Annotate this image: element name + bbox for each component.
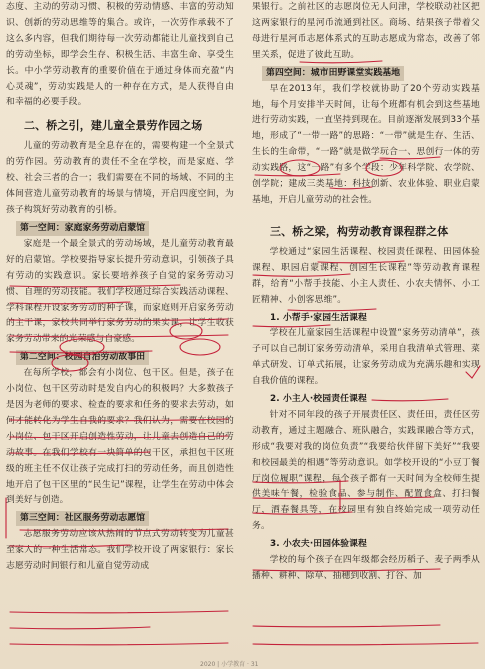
item-1-heading: 1. 小帮手·家园生活课程 <box>270 312 367 323</box>
section-2-paragraph: 儿童的劳动教育是全息存在的，需要构建一个全景式的劳作园。劳动教育的责任不全在学校，而是家庭、学校、社会三者的合一；我们需要在不同的场域、不同的主体间营造儿童劳动教育的场景与情境，开启四度空间，为孩子构筑好劳动教育的引桥。 <box>6 141 234 215</box>
intro-paragraph: 态度、主动的劳动习惯、积极的劳动情感、丰富的劳动知识、创新的劳动思维等的集合。或许，一次劳作承载不了这么多内容，但我们期待每一次劳动都能让儿童找到自己的劳动坐标，即学会生存、积极生活、丰富生命、享受生长。中小学劳动教育的重要价值在于通过身体而充盈“内心灵魂”，劳动实践是人的一种存在方式，是人获得自由和幸福的必要手段。 <box>6 2 234 108</box>
item-1-paragraph: 学校在儿童家园生活课程中设置“家务劳动清单”，孩子可以自己制订家务劳动清单，采用自我清单式管理、菜单式研发、订单式拓展，让家务劳动成为充满乐趣和实现自我价值的课程。 <box>252 328 480 387</box>
section-2-heading: 二、桥之引，建儿童全景劳作园之场 <box>24 119 203 133</box>
space-4-paragraph: 早在2013年，我们学校就协助了20个劳动实践基地，每个月安排半天时间，让每个班都有机会到这些基地进行劳动实践，一直坚持到现在。目前逐渐发展到33个基地，形成了“一带一路”的思路：“一带”就是生存、生活、生长的生命带，“一路”就是做学玩合一、思创行一体的劳动实践路，这“一路”有多个学段：少年科学院、农学院、创学院；建成三类基地：科技创新、农业体验、职业启蒙基地，开启儿童劳动的社会性。 <box>252 83 480 205</box>
item-2-heading: 2. 小主人·校园责任课程 <box>270 394 367 405</box>
space-4-heading: 第四空间：城市田野课堂实践基地 <box>262 66 404 81</box>
left-column <box>6 0 234 575</box>
item-2-paragraph: 针对不同年段的孩子开展责任区、责任田，责任区劳动教育，通过主题融合、班队融合，实践课融合等方式，形成“我要对我的岗位负责”“我要给伙伴留下美好”“我要和校园最美的相遇”等劳动意识。如学校开设的“小豆丁餐厅岗位履职”课程，每个孩子都有一天时间为全校师生提供美味午餐，检验食品、参与制作、配置食盒、打扫餐厅，洒春餐具等，在校园里有独自终始完成一项劳动任务。 <box>252 409 480 532</box>
space-1-paragraph: 家庭是一个最全景式的劳动场域，是儿童劳动教育最好的启蒙馆。学校要指导家长提升劳动意识，引领孩子具有劳动的实践意识。家长要培养孩子自觉的家务劳动习惯、自理的劳动技能。我们学校通过综合实践活动课程、学科课程开设家务劳动的种子课，而家庭则开启家务劳动的主干课，家校共同举行家务劳动的果实课，让学生收获家务劳动带来的光荣感与自豪感。 <box>6 238 234 345</box>
section-3-paragraph: 学校通过“家园生活课程、校园责任课程、田园体验课程、职园启蒙课程、创园生长课程”等劳动教育课程群，给育“小帮手技能、小主人责任、小农夫情怀、小工匠精神、小创客思维”。 <box>252 246 480 305</box>
ink-underline <box>10 627 150 629</box>
space-1-heading: 第一空间：家庭家务劳动启蒙馆 <box>16 221 149 236</box>
space-2-paragraph: 在每所学校，都会有小岗位、包干区。但是，孩子在小岗位、包干区劳动时是发自内心的积极吗？大多数孩子是因为老师的要求、检查的要求和任务的要求去劳动，如何才能转化为学生自我的要求？我们认为，需要在校园的小岗位、包干区开启创造性劳动，让儿童去创造自己的劳动故事。在我们学校有一块简单的包干区，承担包干区班级的班主任不仅让孩子完成打扫的劳动任务，而且创造性地开启了包干区里的“民生记”课程，让学生在劳动中体会到美好与创造。 <box>6 368 234 506</box>
ink-underline <box>10 643 228 645</box>
ink-underline <box>253 643 478 645</box>
space-2-heading: 第二空间：校园自治劳动故事田 <box>16 350 149 365</box>
right-continuation-paragraph: 果银行。之前社区的志愿岗位无人问津，学校联动社区把这两家银行的星河币流通到社区。商场、结果孩子带着父母进行星河币志愿体系式的互助志愿成为常态，改善了邻里关系，促进了彼此互助。 <box>252 2 480 60</box>
item-3-paragraph: 学校的每个孩子在四年级都会经历稻子、麦子两季从播种、耕种、除草、抽穗到收割、打谷、加 <box>252 555 480 581</box>
ink-underline <box>253 625 440 627</box>
space-3-paragraph: 志愿服务劳动应该从热闹的节点式劳动转变为儿童甚至家人的一种生活常态。我们学校开设了两家银行：家长志愿劳动时间银行和儿童自觉劳动成 <box>6 529 234 572</box>
item-3-heading: 3. 小农夫·田园体验课程 <box>270 539 367 550</box>
section-3-heading: 三、桥之梁，构劳动教育课程群之体 <box>270 224 449 238</box>
space-3-heading: 第三空间：社区服务劳动志愿馆 <box>16 511 149 526</box>
ink-underline <box>10 611 228 613</box>
right-column <box>252 0 480 585</box>
page-footer: 2020 | 小学教育 · 31 <box>200 661 259 668</box>
